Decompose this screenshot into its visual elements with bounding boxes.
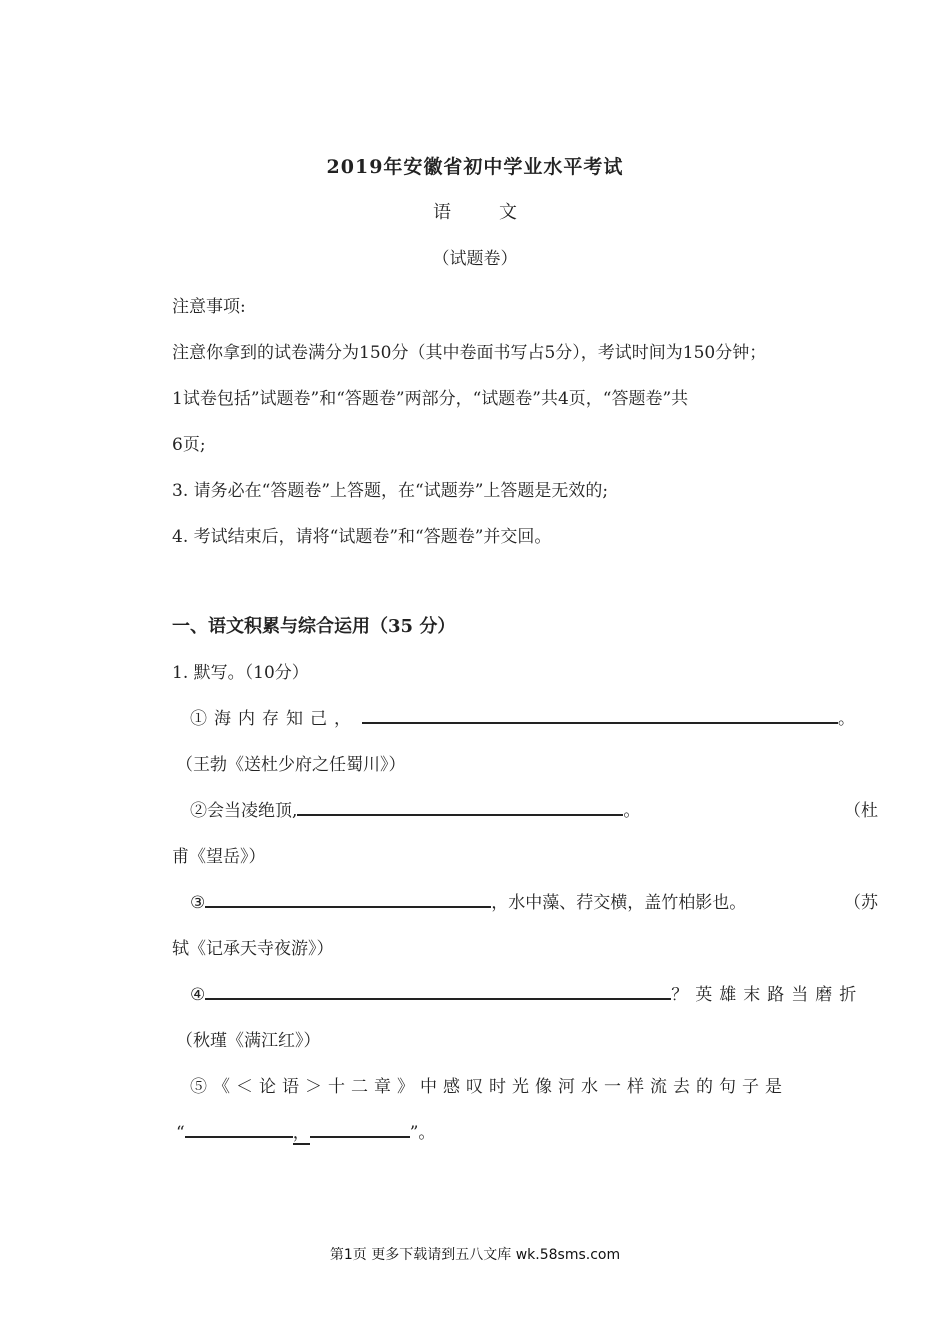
item-2-text: ②会当凌绝顶, [190, 801, 298, 821]
item-2-source-start: （杜 [844, 801, 878, 821]
notice-heading: 注意事项: [172, 297, 246, 317]
item-5-open-quote: “ [176, 1123, 185, 1143]
item-3-text: ，水中藻、荇交横，盖竹柏影也。 [491, 893, 747, 913]
item-5-text: ⑤《＜论语＞十二章》中感叹时光像河水一样流去的句子是 [190, 1077, 788, 1097]
item-3-num: ③ [190, 893, 206, 913]
notice-line-1: 注意你拿到的试卷满分为150分（其中卷面书写占5分），考试时间为150分钟； [172, 343, 767, 363]
item-2-line [190, 796, 640, 821]
item-1-text: ①海内存知己， [190, 709, 358, 729]
item-1-line [190, 704, 855, 729]
item-5-line [190, 1072, 788, 1097]
subject-char-1: 语 [433, 202, 451, 223]
item-4-text: ？英雄末路当磨折 [671, 985, 864, 1005]
item-3-blank[interactable] [205, 888, 491, 908]
notice-line-2: 1试卷包括”试题卷”和“答题卷”两部分，“试题卷”共4页，“答题卷”共 [172, 389, 689, 409]
exam-subject [0, 198, 950, 224]
item-1-blank[interactable] [362, 704, 838, 724]
item-1-end: 。 [838, 709, 855, 729]
subject-char-2: 文 [499, 202, 517, 223]
item-1-source: （王勃《送杜少府之任蜀川》） [176, 755, 406, 775]
notice-line-4: 4. 考试结束后，请将“试题卷”和“答题卷”并交回。 [172, 527, 552, 547]
item-5-blank-1[interactable] [185, 1118, 293, 1138]
section-1-heading: 一、语文积累与综合运用（35 分） [172, 616, 456, 637]
notice-line-3: 3. 请务必在“答题卷”上答题，在“试题券”上答题是无效的; [172, 481, 609, 501]
item-5-blank-2[interactable] [310, 1118, 410, 1138]
notice-line-2-cont: 6页; [172, 435, 206, 455]
item-2-blank[interactable] [297, 796, 623, 816]
item-4-line [190, 980, 863, 1005]
item-5-close-quote: ”。 [409, 1123, 436, 1143]
item-4-source: （秋瑾《满江红》） [176, 1031, 321, 1051]
item-3-line [190, 888, 746, 913]
item-5-answer-line [176, 1118, 435, 1143]
item-4-num: ④ [190, 985, 206, 1005]
page-footer: 第1页 更多下载请到五八文库 wk.58sms.com [329, 1247, 621, 1263]
item-5-comma: ， [292, 1123, 310, 1143]
item-4-blank[interactable] [205, 980, 671, 1000]
item-2-end: 。 [623, 801, 641, 821]
exam-subtitle: （试题卷） [432, 249, 518, 269]
item-3-source-start: （苏 [844, 893, 878, 913]
item-2-source-end: 甫《望岳》） [172, 847, 266, 867]
item-3-source-end: 轼《记承天寺夜游》） [172, 939, 334, 959]
question-1: 1. 默写。（10分） [172, 663, 309, 683]
exam-title: 2019年安徽省初中学业水平考试 [326, 156, 624, 178]
